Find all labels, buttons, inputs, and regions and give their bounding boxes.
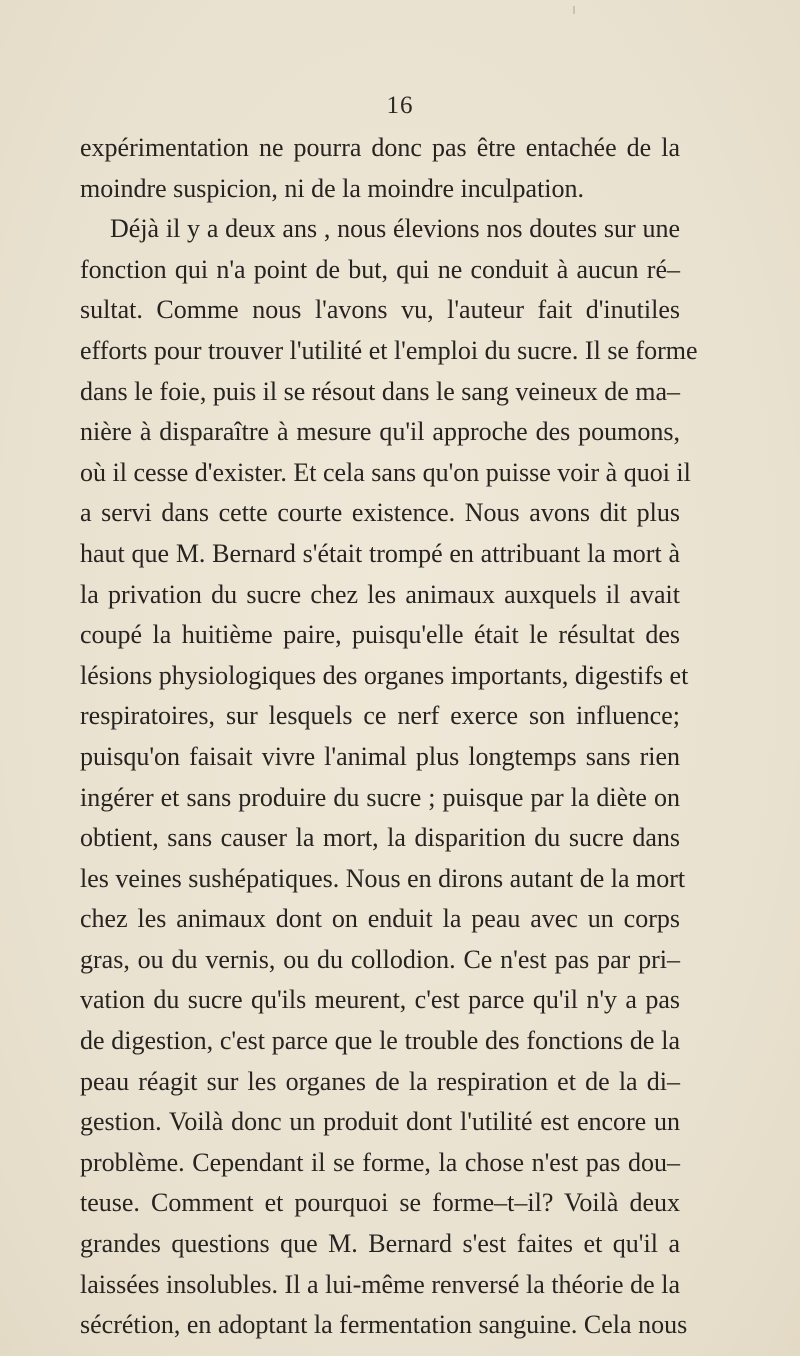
text-line: chez les animaux dont on enduit la peau avec un corps [80,904,680,934]
text-line: respiratoires, sur lesquels ce nerf exerce son influence; [80,701,680,731]
text-line: lésions physiologiques des organes importants, digestifs et [80,660,689,690]
text-line: où il cesse d'exister. Et cela sans qu'on puisse voir à quoi il [80,457,691,487]
text-line: haut que M. Bernard s'était trompé en attribuant la mort à [80,538,680,568]
text-line: vation du sucre qu'ils meurent, c'est parce qu'il n'y a pas [80,985,680,1015]
body-text [80,128,698,1346]
text-line: la privation du sucre chez les animaux auxquels il avait [80,579,680,609]
text-line: expérimentation ne pourra donc pas être entachée de la [80,133,680,162]
text-line: a servi dans cette courte existence. Nous avons dit plus [80,498,680,528]
text-line: sécrétion, en adoptant la fermentation sanguine. Cela nous [80,1310,688,1340]
text-line: Déjà il y a deux ans , nous élevions nos doutes sur une [110,214,680,244]
text-line: teuse. Comment et pourquoi se forme–t–il? Voilà deux [80,1188,680,1218]
paper-speck [573,6,575,14]
text-line: efforts pour trouver l'utilité et l'emploi du sucre. Il se forme [80,335,698,365]
text-line: problème. Cependant il se forme, la chose n'est pas dou– [80,1147,680,1177]
text-line: de digestion, c'est parce que le trouble des fonctions de la [80,1026,680,1056]
text-line: fonction qui n'a point de but, qui ne conduit à aucun ré– [80,254,680,284]
text-line: les veines sushépatiques. Nous en dirons autant de la mort [80,863,686,893]
text-line: grandes questions que M. Bernard s'est faites et qu'il a [80,1229,680,1259]
text-line: peau réagit sur les organes de la respiration et de la di– [80,1066,680,1096]
text-line: moindre suspicion, ni de la moindre inculpation. [80,173,585,203]
text-line: puisqu'on faisait vivre l'animal plus longtemps sans rien [80,741,680,771]
text-line: obtient, sans causer la mort, la disparition du sucre dans [80,823,680,853]
text-line: coupé la huitième paire, puisqu'elle était le résultat des [80,620,680,650]
text-line: laissées insolubles. Il a lui-même renversé la théorie de la [80,1269,680,1299]
text-line: ingérer et sans produire du sucre ; puisque par la diète on [80,782,680,812]
text-line: nière à disparaître à mesure qu'il approche des poumons, [80,417,680,447]
page-number: 16 [386,92,414,119]
text-line: dans le foie, puis il se résout dans le sang veineux de ma– [80,376,681,406]
text-line: sultat. Comme nous l'avons vu, l'auteur fait d'inutiles [80,295,680,325]
text-line: gestion. Voilà donc un produit dont l'utilité est encore un [80,1107,680,1137]
text-line: gras, ou du vernis, ou du collodion. Ce n'est pas par pri– [80,944,680,974]
